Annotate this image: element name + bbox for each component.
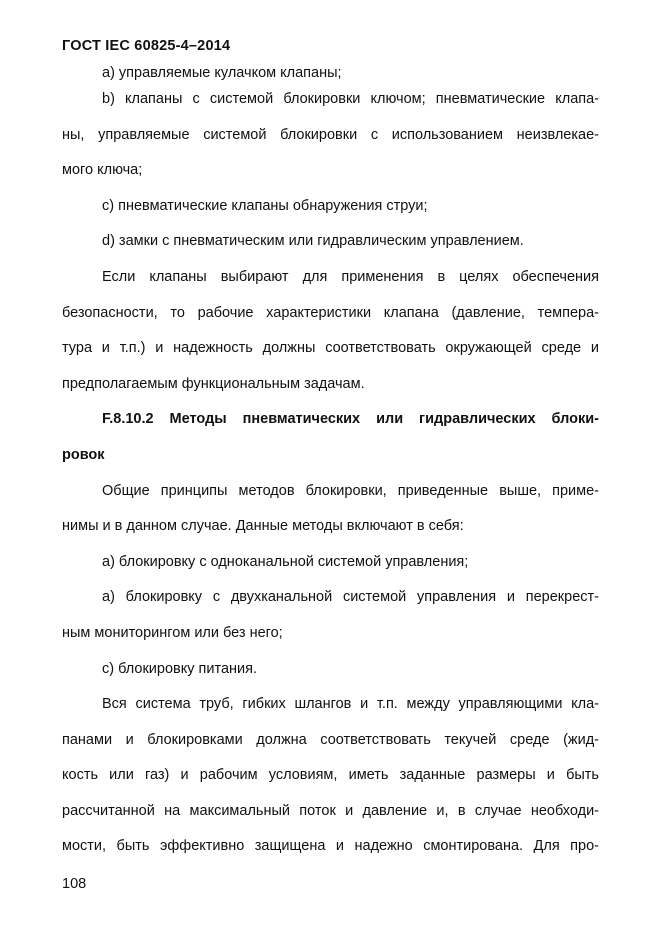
paragraph-piping-line-3: кость или газ) и рабочим условиям, иметь заданные размеры и быть [62,767,599,784]
paragraph-piping-line-1: Вся система труб, гибких шлангов и т.п. между управляющими кла- [102,696,599,713]
document-header: ГОСТ IEC 60825-4–2014 [62,38,231,54]
paragraph-piping-line-5: мости, быть эффективно защищена и надежно смонтирована. Для про- [62,838,599,855]
paragraph-piping-line-2: панами и блокировками должна соответствовать текучей среде (жид- [62,731,599,748]
paragraph-piping-line-4: рассчитанной на максимальный поток и давление и, в случае необходи- [62,802,599,819]
list-item-b-line-3: мого ключа; [62,162,143,179]
method-item-power: c) блокировку питания. [102,660,257,677]
list-item-a: а) управляемые кулачком клапаны; [102,65,342,81]
paragraph-principles-line-2: нимы и в данном случае. Данные методы включают в себя: [62,518,464,535]
list-item-b-line-2: ны, управляемые системой блокировки с использованием неизвлекае- [62,126,599,143]
paragraph-valves-line-4: предполагаемым функциональным задачам. [62,375,365,392]
section-heading-line-1: F.8.10.2 Методы пневматических или гидравлических блоки- [102,411,599,428]
document-body [62,60,599,869]
section-heading-line-2: ровок [62,446,105,463]
paragraph-valves-line-3: тура и т.п.) и надежность должны соответствовать окружающей среде и [62,340,599,357]
paragraph-valves-line-1: Если клапаны выбирают для применения в целях обеспечения [102,268,599,285]
paragraph-principles-line-1: Общие принципы методов блокировки, приведенные выше, приме- [102,482,599,499]
page-number: 108 [62,876,87,892]
list-item-b-line-1: b) клапаны с системой блокировки ключом; пневматические клапа- [102,91,599,107]
method-item-dual-channel-line-1: а) блокировку с двухканальной системой управления и перекрест- [102,589,599,606]
method-item-single-channel: а) блокировку с одноканальной системой управления; [102,553,469,570]
paragraph-valves-line-2: безопасности, то рабочие характеристики клапана (давление, темпера- [62,304,599,321]
list-item-d: d) замки с пневматическим или гидравлическим управлением. [102,233,524,250]
list-item-c: c) пневматические клапаны обнаружения струи; [102,197,428,214]
method-item-dual-channel-line-2: ным мониторингом или без него; [62,624,283,641]
